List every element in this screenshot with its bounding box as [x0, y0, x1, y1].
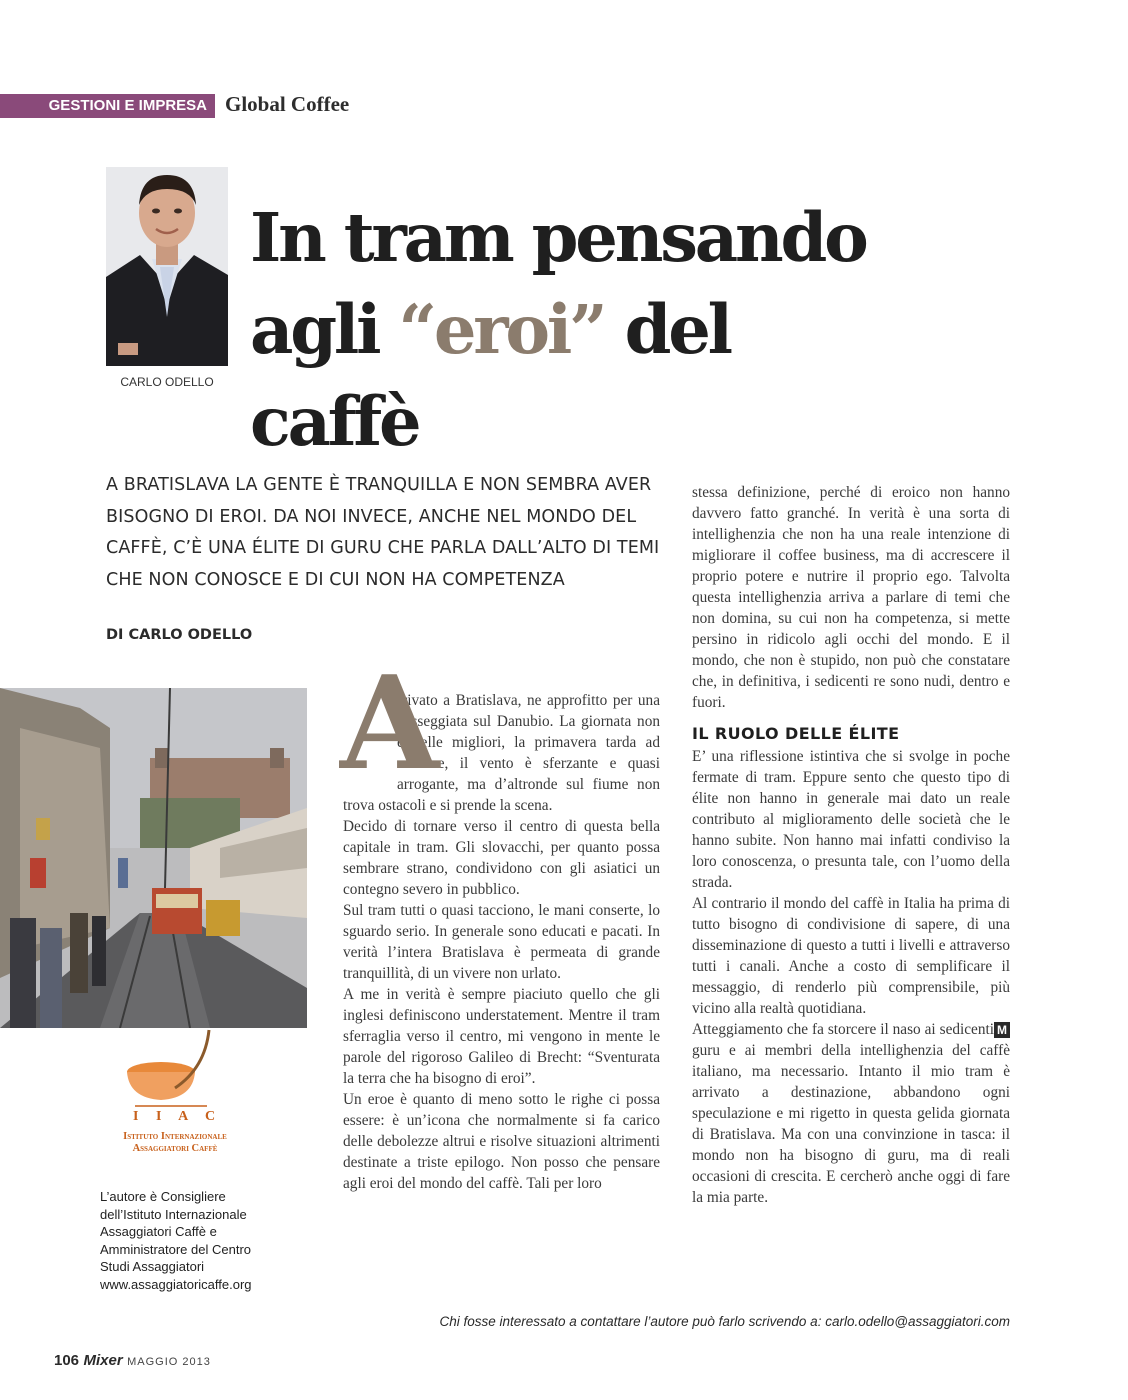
author-note — [100, 1188, 300, 1293]
body-paragraph: Sul tram tutti o quasi tacciono, le mani conserte, lo sguardo serio. In generale sono educati e pacati. In verità l’intera Bratislava è permeata di grande tranquillità, di un vivere non urlato. — [343, 902, 660, 982]
iiac-logo — [105, 1028, 245, 1123]
svg-text:I I A C: I I A C — [133, 1109, 223, 1123]
author-portrait — [106, 167, 228, 366]
author-portrait-image — [106, 167, 228, 366]
title-highlight: “eroi” — [398, 290, 605, 369]
body-paragraph: Al contrario il mondo del caffè in Italia ha prima di tutto bisogno di condivisione di sapere, di una disseminazione di questo a tutti i livelli e attraverso tutti i canali. Anche a costo di semplificare il messaggio, di renderlo più comprensibile, più vicino alla realtà quotidiana. — [692, 895, 1010, 1017]
title-line-2 — [250, 284, 870, 468]
iiac-name-line-1: Istituto Internazionale — [123, 1131, 227, 1142]
magazine-name: Mixer — [83, 1352, 123, 1369]
iiac-institute-name — [95, 1131, 255, 1155]
page-folio — [54, 1352, 211, 1370]
tram-street-image — [0, 688, 307, 1028]
body-paragraph: Decido di tornare verso il centro di questa bella capitale in tram. Gli slovacchi, per quanto possa sembrare strano, condividono con gli asiatici un contegno severo in pubblico. — [343, 818, 660, 898]
section-name: Global Coffee — [225, 92, 350, 116]
author-note-line: Amministratore del Centro — [100, 1241, 251, 1257]
body-paragraph: A me in verità è sempre piaciuto quello che gli inglesi definiscono understatement. Mentre il tram sferraglia verso il centro, mi vengono in mente le parole del rigoroso Galileo di Brecht: “Sventurata la terra che ha bisogno di eroi”. — [343, 986, 660, 1087]
section-subheading: IL RUOLO DELLE ÉLITE — [692, 724, 900, 743]
page-number: 106 — [54, 1352, 80, 1369]
title-line-2-start: agli — [250, 290, 399, 369]
bratislava-street-photo — [0, 688, 307, 1028]
author-note-line: Studi Assaggiatori — [100, 1259, 205, 1274]
section-tag: GESTIONI E IMPRESA — [0, 94, 215, 118]
title-line-2-end: del caffè — [250, 290, 730, 461]
byline: DI CARLO ODELLO — [106, 627, 253, 643]
end-of-article-mark: M — [994, 1022, 1010, 1038]
author-note-line: dell’Istituto Internazionale — [100, 1206, 247, 1222]
body-column-1 — [340, 649, 660, 1194]
author-contact-line: Chi fosse interessato a contattare l’autore può farlo scrivendo a: carlo.odello@assaggiatori.com — [439, 1314, 1010, 1329]
author-note-line: L’autore è Consigliere — [100, 1189, 226, 1204]
author-website-link[interactable]: www.assaggiatoricaffe.org — [100, 1276, 252, 1292]
body-paragraph: stessa definizione, perché di eroico non hanno davvero fatto granché. In verità è una sorta di intellighenzia che non ha una reale intenzione di migliorare il coffee business, ma di accrescere il proprio potere e nutrire il proprio ego. Talvolta questa intellighenzia arriva a parlare di temi che non domina, su cui non ha competenza, si mette persino in ridicolo agli occhi del mondo. E il mondo, che non è stupido, non può che constatare che, in definitiva, i sedicenti re sono nudi, dentro e fuori. — [692, 484, 1010, 711]
coffee-cup-logo-icon — [105, 1028, 245, 1123]
body-paragraph: rrivato a Bratislava, ne approfitto per una passeggiata sul Danubio. La giornata non è delle migliori, la primavera tarda ad arrivare, il vento è sferzante e quasi arrogante, ma d’altronde sul fiume non trova ostacoli e si prende la scena. — [343, 692, 660, 814]
article-title — [250, 192, 870, 468]
title-line-1: In tram pensando — [250, 198, 866, 277]
body-paragraph: Un eroe è quanto di meno sotto le righe ci possa essere: è un’icona che normalmente si fa carico delle debolezze altrui e risolve situazioni altrimenti destinate a triste epilogo. Non posso che pensare agli eroi del mondo del caffè. Tali per loro — [343, 1091, 660, 1192]
body-paragraph: M Atteggiamento che fa storcere il naso ai sedicenti guru e ai membri della intellighenzia del caffè italiano, ma necessario. Intanto il mio tram è arrivato a destinazione, abbandono ogni speculazione e mi rigetto in questa gelida giornata di Bratislava. Ma con una convinzione in tasca: il mondo non ha bisogno di guru, ma di reali occasioni di crescita. E cercherò anche oggi di fare la mia parte. — [692, 1021, 1010, 1206]
article-lead: A BRATISLAVA LA GENTE È TRANQUILLA E NON SEMBRA AVER BISOGNO DI EROI. DA NOI INVECE, ANCHE NEL MONDO DEL CAFFÈ, C’È UNA ÉLITE DI GURU CHE PARLA DALL’ALTO DI TEMI CHE NON CONOSCE E DI CUI NON HA COMPETENZA — [106, 475, 660, 590]
drop-cap: A — [340, 649, 440, 799]
iiac-name-line-2: Assaggiatori Caffè — [132, 1143, 218, 1154]
author-note-line: Assaggiatori Caffè e — [100, 1224, 217, 1239]
portrait-caption: CARLO ODELLO — [120, 375, 214, 389]
body-paragraph: E’ una riflessione istintiva che si svolge in poche fermate di tram. Eppure sento che questo tipo di élite non hanno in generale mai dato un reale contributo al miglioramento delle società che le hanno subite. Non hanno mai infatti condiviso la loro conoscenza, o presunta tale, con l’uomo della strada. — [692, 748, 1010, 891]
body-column-2 — [692, 482, 1010, 1208]
issue-date: MAGGIO 2013 — [127, 1356, 211, 1368]
